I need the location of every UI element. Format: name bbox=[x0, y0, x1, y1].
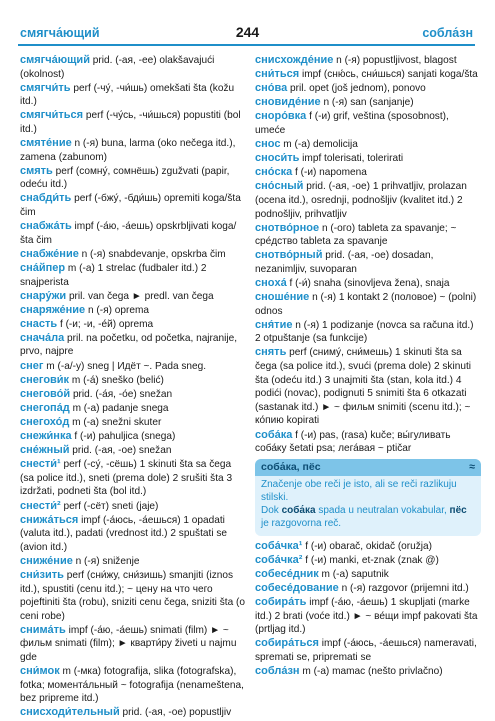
dictionary-entry bbox=[255, 665, 481, 679]
entry-definition: m (-а) padanje snega bbox=[69, 402, 169, 414]
dictionary-entry bbox=[20, 444, 246, 458]
entry-definition: prid. (-ая, -ее) olakšavajući (okolnost) bbox=[20, 55, 215, 80]
entry-definition: f (-и) grif, veština (sposobnost), umeće bbox=[255, 111, 449, 136]
entry-headword: снести́² bbox=[20, 499, 61, 512]
dictionary-entry bbox=[255, 582, 481, 596]
entry-definition: perf (-бжу́, -бди́шь) opremiti koga/šta čim bbox=[20, 193, 241, 219]
right-column-entries-bottom bbox=[255, 540, 481, 679]
dictionary-entry bbox=[20, 430, 246, 444]
entry-definition: perf (-чу́сь, -чи́шься) popustiti (bol itd.) bbox=[20, 110, 241, 135]
entry-definition: n (-я) oprema bbox=[85, 304, 149, 316]
entry-definition: perf (сни́жу, сни́зишь) smanjiti (iznos itd.), spustiti (cenu itd.); ~ цену на что чего pojeftiniti šta (robu), sniziti cenu čega, sniziti šta (o ceni robe) bbox=[20, 569, 245, 622]
entry-definition: prid. (-ая, -ое) popustljiv bbox=[119, 707, 232, 719]
entry-definition: prid. (-а́я, -о́е) snežan bbox=[70, 388, 173, 400]
entry-definition: n (-я) 1 podizanje (novca sa računa itd.) 2 otpuštanje (sa funkcije) bbox=[255, 319, 474, 345]
entry-headword: собесе́дник bbox=[255, 567, 319, 580]
usage-note-line-2: Dok соба́ка spada u neutralan vokabular, пёс je razgovorna reč. bbox=[261, 504, 467, 529]
entry-definition: f (-и́) snaha (sinovljeva žena), snaja bbox=[286, 278, 450, 289]
entry-headword: снисхожде́ние bbox=[255, 54, 334, 66]
entry-definition: impf (-а́ю, -а́ешь) snimati (film) ► ~ фильм snimati (film); ► кварти́ру živeti u najmu gde bbox=[20, 624, 237, 664]
entry-definition: m (-а) demolicija bbox=[280, 139, 358, 151]
entry-definition: f (-и) obarač, okidač (oružja) bbox=[302, 540, 433, 552]
entry-definition: pril. van čega ► predl. van čega bbox=[66, 290, 214, 302]
entry-headword: сноси́ть bbox=[255, 152, 300, 165]
entry-headword: снижа́ться bbox=[20, 513, 79, 526]
entry-headword: снасть bbox=[20, 317, 58, 330]
entry-definition: n (-я) razgovor (prijemni itd.) bbox=[338, 583, 469, 594]
entry-definition: m (-а) snežni skuter bbox=[69, 416, 162, 428]
entry-definition: n (-я) san (sanjanje) bbox=[320, 97, 414, 109]
entry-headword: соба́чка¹ bbox=[255, 539, 303, 552]
entry-headword: сни́ться bbox=[255, 68, 300, 81]
dictionary-entry bbox=[255, 429, 481, 456]
dictionary-entry bbox=[20, 137, 246, 164]
entry-headword: сня́тие bbox=[255, 318, 293, 331]
entry-definition: prid. (-ая, -ое) snežan bbox=[69, 445, 172, 457]
entry-headword: снача́ла bbox=[20, 331, 65, 344]
usage-note-header bbox=[255, 459, 481, 476]
dictionary-entry bbox=[255, 152, 481, 166]
right-column bbox=[255, 54, 481, 679]
header-first-headword: смягча́ющий bbox=[20, 26, 100, 40]
usage-note-box bbox=[255, 459, 481, 536]
entry-definition: m (-а) 1 strelac (fudbaler itd.) 2 snajperista bbox=[20, 262, 207, 288]
approx-equal-icon: ≈ bbox=[469, 460, 475, 473]
left-column bbox=[20, 54, 246, 721]
entry-definition: m (-а/-у) sneg | Идёт ~. Pada sneg. bbox=[43, 360, 207, 372]
dictionary-entry bbox=[255, 110, 481, 137]
dictionary-entry bbox=[20, 54, 246, 81]
dictionary-entry bbox=[20, 665, 246, 706]
entry-headword: снабже́ние bbox=[20, 247, 79, 260]
dictionary-entry bbox=[255, 96, 481, 110]
dictionary-entry bbox=[20, 318, 246, 332]
dictionary-entry bbox=[20, 82, 246, 109]
entry-headword: снoxа́ bbox=[255, 277, 287, 289]
dictionary-entry bbox=[20, 402, 246, 416]
usage-note-word-2: пёс bbox=[449, 504, 467, 516]
entry-definition: n (-я) sniženje bbox=[72, 555, 140, 567]
entry-headword: снести́¹ bbox=[20, 458, 61, 471]
dictionary-entry bbox=[255, 68, 481, 82]
entry-definition: m (-а) mamac (nešto privlačno) bbox=[299, 666, 443, 678]
dictionary-entry bbox=[255, 138, 481, 152]
dictionary-entry bbox=[255, 568, 481, 582]
entry-definition: f (-и) manki, et-znak (znak @) bbox=[302, 554, 439, 566]
entry-headword: смягча́ющий bbox=[20, 54, 90, 66]
dictionary-entry bbox=[255, 54, 481, 68]
dictionary-entry bbox=[255, 554, 481, 568]
dictionary-entry bbox=[20, 248, 246, 262]
entry-headword: снегохо́д bbox=[20, 415, 70, 428]
usage-note-body bbox=[255, 476, 481, 532]
entry-headword: снегово́й bbox=[20, 387, 71, 400]
entry-headword: снегопа́д bbox=[20, 401, 70, 414]
entry-headword: снару́жи bbox=[20, 289, 67, 302]
entry-definition: perf (сомну́, сомнёшь) zgužvati (papir, odeću itd.) bbox=[20, 165, 230, 191]
page-number: 244 bbox=[235, 24, 260, 40]
dictionary-entry bbox=[20, 706, 246, 720]
entry-definition: m (-мка) fotografija, slika (fotografska), fotka; момента́льный ~ fotografija (nenameštena, bez pripreme itd.) bbox=[20, 666, 244, 705]
dictionary-entry bbox=[255, 596, 481, 637]
entry-headword: снима́ть bbox=[20, 623, 66, 636]
entry-definition: n (-я) 1 kontakt 2 (половое) ~ (polni) odnos bbox=[255, 292, 477, 317]
entry-definition: impf (-а́ю, -а́ешь) 1 skupljati (marke itd.) 2 brati (voće itd.) ► ~ ве́щи impf pakovati šta (prtljag itd.) bbox=[255, 597, 478, 636]
entry-headword: собла́зн bbox=[255, 665, 300, 678]
entry-headword: снотво́рное bbox=[255, 221, 320, 234]
dictionary-entry bbox=[20, 374, 246, 388]
entry-definition: impf (сню́сь, сни́шься) sanjati koga/šta bbox=[299, 69, 478, 81]
dictionary-entry bbox=[20, 500, 246, 514]
entry-definition: n (-я) snabdevanje, opskrba čim bbox=[78, 248, 226, 260]
entry-definition: pril. na početku, od početka, najranije, prvo, najpre bbox=[20, 332, 238, 358]
right-column-entries-top bbox=[255, 54, 481, 456]
entry-headword: снос bbox=[255, 138, 281, 151]
entry-definition: prid. (-ая, -ое) 1 prihvatljiv, prolazan (ocena itd.), osrednji, podnošljiv (kvalitet itd.) 2 podnošljiv, prihvatljiv bbox=[255, 181, 467, 220]
entry-definition: f (-и) pahuljica (snega) bbox=[71, 431, 176, 443]
dictionary-entry bbox=[20, 458, 246, 499]
entry-headword: собесе́дование bbox=[255, 582, 339, 594]
entry-headword: собира́ться bbox=[255, 637, 319, 650]
dictionary-entry bbox=[20, 514, 246, 555]
entry-headword: сниже́ние bbox=[20, 554, 73, 567]
entry-definition: f (-и) napomena bbox=[292, 167, 367, 179]
entry-headword: сно́сный bbox=[255, 180, 304, 193]
entry-definition: prid. (-ая, -ое) dosadan, nezanimljiv, suvoparan bbox=[255, 250, 434, 275]
entry-definition: perf (-су́, -сёшь) 1 skinuti šta sa čega (sa police itd.), sneti (prema dole) 2 srušiti šta 3 izdržati, podneti šta (bol itd.) bbox=[20, 459, 233, 498]
entry-headword: соба́чка² bbox=[255, 553, 303, 566]
dictionary-entry bbox=[255, 346, 481, 428]
usage-note-title: соба́ка, пёс bbox=[261, 460, 321, 473]
entry-definition: impf (-а́ю, -а́ешь) opskrbljivati koga/šta čim bbox=[20, 221, 237, 246]
dictionary-entry bbox=[20, 192, 246, 219]
dictionary-entry bbox=[255, 540, 481, 554]
dictionary-entry bbox=[255, 82, 481, 96]
entry-headword: сно́ска bbox=[255, 166, 293, 179]
entry-definition: m (-а́) sneško (belić) bbox=[69, 374, 164, 386]
dictionary-entry bbox=[255, 637, 481, 664]
dictionary-entry bbox=[20, 360, 246, 374]
entry-headword: сноро́вка bbox=[255, 110, 307, 123]
entry-headword: смягчи́ться bbox=[20, 109, 84, 122]
entry-headword: сни́зить bbox=[20, 568, 64, 581]
dictionary-entry bbox=[20, 109, 246, 136]
entry-headword: собира́ть bbox=[255, 596, 307, 609]
entry-headword: соба́ка bbox=[255, 428, 293, 441]
page-header bbox=[0, 0, 495, 46]
entry-headword: снег bbox=[20, 359, 44, 372]
dictionary-entry bbox=[20, 388, 246, 402]
dictionary-entry bbox=[20, 332, 246, 359]
dictionary-entry bbox=[20, 290, 246, 304]
header-last-headword: собла́зн bbox=[422, 26, 473, 40]
usage-note-word-1: соба́ка bbox=[281, 504, 316, 516]
entry-definition: perf (-чу́, -чи́шь) omekšati šta (kožu itd.) bbox=[20, 82, 235, 108]
dictionary-entry bbox=[20, 165, 246, 192]
entry-headword: снегови́к bbox=[20, 373, 70, 386]
dictionary-entry bbox=[255, 319, 481, 346]
entry-definition: pril. opet (još jednom), ponovo bbox=[287, 83, 426, 95]
entry-headword: снежи́нка bbox=[20, 430, 72, 443]
dictionary-entry bbox=[20, 624, 246, 665]
entry-definition: perf (-сёт) sneti (jaje) bbox=[60, 500, 159, 512]
entry-definition: n (-ого) tableta za spavanje; ~ сре́дство tableta za spavanje bbox=[255, 222, 457, 248]
entry-headword: снисходи́тельный bbox=[20, 706, 120, 719]
dictionary-entry bbox=[20, 220, 246, 247]
dictionary-entry bbox=[20, 304, 246, 318]
dictionary-entry bbox=[255, 166, 481, 180]
entry-definition: n (-я) buna, larma (oko nečega itd.), zamena (zabunom) bbox=[20, 138, 236, 163]
dictionary-entry bbox=[255, 291, 481, 318]
dictionary-entry bbox=[255, 180, 481, 221]
entry-headword: сне́жный bbox=[20, 444, 70, 457]
entry-definition: impf (-а́юсь, -а́ешься) 1 opadati (valuta itd.), padati (vrednost itd.) 2 spuštati se (avion itd.) bbox=[20, 514, 228, 553]
entry-headword: сна́йпер bbox=[20, 261, 66, 274]
entry-headword: снотво́рный bbox=[255, 249, 323, 262]
entry-headword: снаряже́ние bbox=[20, 303, 86, 316]
entry-definition: perf (сниму́, сни́мешь) 1 skinuti šta sa čega (sa police itd.), svući (prema dole) 2 skinuti šta (odeću itd.) 3 unajmiti šta (stan, kola itd.) 4 podići (novac), podignuti 5 snimiti šta 6 otkazati (sastanak itd.) ► ~ фильм snimiti (scenu itd.); ~ ко́пию kopirati bbox=[255, 347, 471, 427]
entry-headword: смять bbox=[20, 164, 53, 177]
dictionary-entry bbox=[20, 569, 246, 623]
entry-definition: m (-а) saputnik bbox=[318, 568, 389, 580]
header-rule bbox=[18, 44, 475, 46]
dictionary-entry bbox=[255, 277, 481, 291]
entry-headword: смяте́ние bbox=[20, 137, 72, 150]
entry-headword: смягчи́ть bbox=[20, 81, 71, 94]
dictionary-entry bbox=[255, 249, 481, 276]
entry-headword: сноше́ние bbox=[255, 291, 310, 304]
dictionary-entry bbox=[255, 222, 481, 249]
entry-definition: n (-я) popustljivost, blagost bbox=[333, 55, 457, 66]
dictionary-entry bbox=[20, 416, 246, 430]
entry-definition: impf (-а́юсь, -а́ешься) nameravati, spremati se, pripremati se bbox=[255, 638, 477, 663]
entry-headword: снять bbox=[255, 346, 287, 359]
entry-headword: сни́мок bbox=[20, 665, 60, 678]
dictionary-entry bbox=[20, 555, 246, 569]
dictionary-entry bbox=[20, 262, 246, 289]
entry-headword: снабди́ть bbox=[20, 192, 72, 205]
entry-headword: сно́ва bbox=[255, 82, 288, 95]
entry-headword: снабжа́ть bbox=[20, 220, 72, 233]
entry-definition: f (-и; -и, -е́й) oprema bbox=[57, 318, 154, 330]
entry-headword: сновиде́ние bbox=[255, 96, 321, 109]
entry-definition: f (-и) pas, (rasa) kuče; вы́гуливать соба́ку šetati psa; лега́вая ~ ptičar bbox=[255, 429, 451, 455]
entry-definition: impf tolerisati, tolerirati bbox=[299, 153, 404, 165]
usage-note-line-1: Značenje obe reči je isto, ali se reči razlikuju stilski. bbox=[261, 478, 457, 503]
